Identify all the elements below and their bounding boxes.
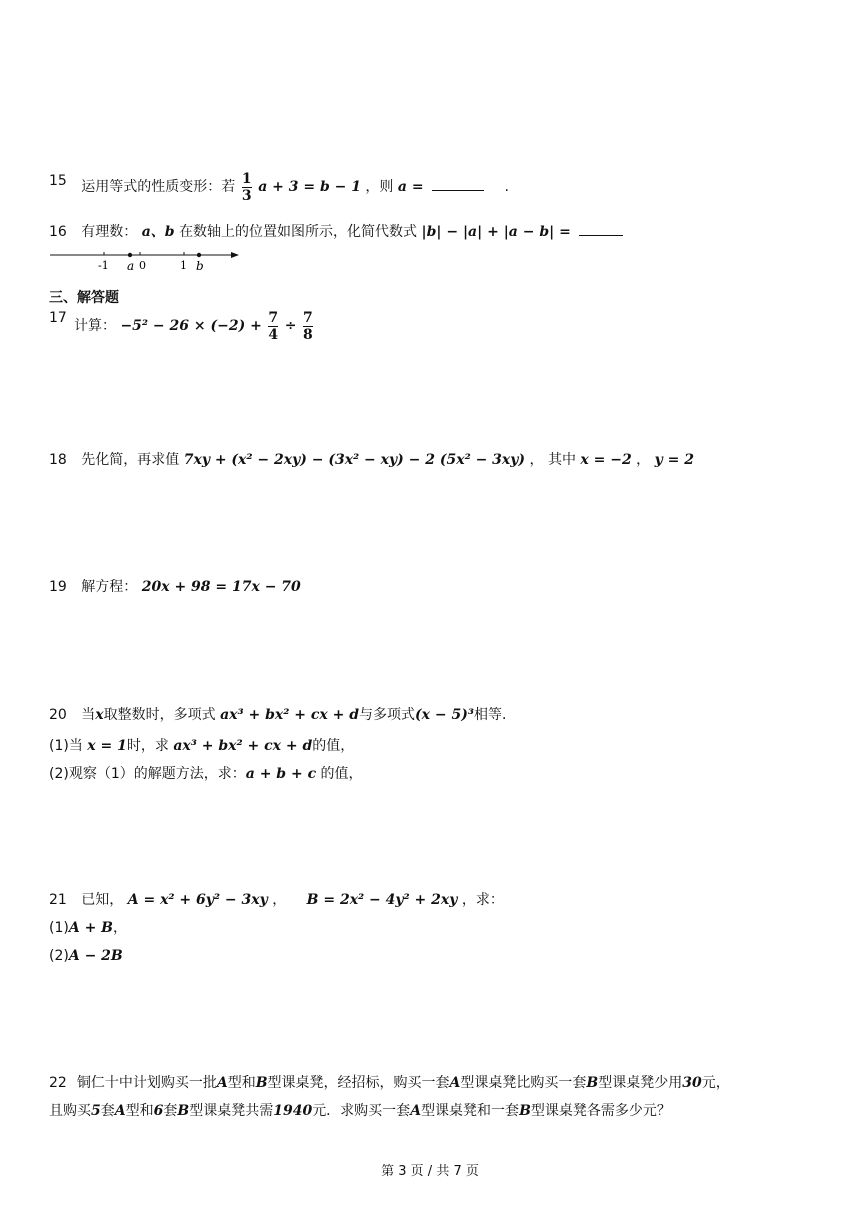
math-token: A [216,1075,228,1091]
math-condition: x = −2 [580,452,632,468]
math-expression: A = x² + 6y² − 3xy [127,892,268,908]
text-run: 套 [100,1103,115,1119]
question-22 [49,1073,730,1093]
math-token: A [410,1103,422,1119]
answer-blank[interactable] [579,235,623,236]
question-17: 计算： −5² − 26 × (−2) + $\frac{7}{4}$ ÷ $\frac{7}{8}$ [74,309,313,343]
number-line [48,247,243,275]
math-token: 30 [682,1075,702,1091]
question-number: 20 [49,707,67,723]
text-run: 型课桌凳和一套 [421,1103,520,1119]
question-number: 22 [49,1075,67,1091]
question-20-part-1: (1)当 x = 1时，求 ax³ + bx² + cx + d的值， [49,738,355,754]
math-expression: B = 2x² − 4y² + 2xy [306,892,458,908]
math-token: A [114,1103,126,1119]
math-expression: ax³ + bx² + cx + d [173,738,313,754]
math-expression: |b| − |a| + |a − b| = [421,224,571,240]
arrow-icon [231,252,239,258]
question-22-line-2 [49,1101,671,1121]
question-21-part-1: (1)A + B， [49,920,128,936]
point-b [197,253,201,257]
math-expression: 7xy + (x² − 2xy) − (3x² − xy) − 2 (5x² − 3xy) [183,452,526,468]
math-expression: (x − 5)³ [415,707,474,723]
text-run: 套 [163,1103,178,1119]
label-b: b [196,259,204,273]
question-18: 18 先化简，再求值 7xy + (x² − 2xy) − (3x² − xy) − 2 (5x² − 3xy) ， 其中 x = −2 ， y = 2 [49,452,694,468]
math-token: B [586,1075,599,1091]
point-a [128,253,132,257]
math-token: B [177,1103,190,1119]
text-run: 型和 [227,1075,256,1091]
answer-blank[interactable] [432,190,484,191]
question-15: 15 运用等式的性质变形：若 $\frac{1}{3}$ a + 3 = b − 1 ，则 a = . [49,170,509,204]
label-1: 1 [180,259,187,272]
math-token: 6 [153,1103,164,1119]
section-heading: 三、解答题 [49,290,119,306]
math-expression: 20x + 98 = 17x − 70 [141,579,301,595]
math-token: B [255,1075,268,1091]
question-22-line-1 [77,1075,730,1091]
question-number: 19 [49,579,67,595]
text-run: 型课桌凳共需 [189,1103,274,1119]
math-token: B [519,1103,531,1119]
text-run: 铜仁十中计划购买一批 [76,1075,217,1091]
question-21-part-2: (2)A − 2B [49,948,123,964]
math-token: 1940 [273,1103,313,1119]
label-neg1: -1 [98,259,109,272]
question-number: 15 [49,173,67,189]
fraction: $\frac{7}{4}$ [268,309,279,343]
question-text: 运用等式的性质变形：若 [81,179,236,195]
question-19: 19 解方程： 20x + 98 = 17x − 70 [49,579,301,595]
label-a: a [127,259,135,273]
math-expression: ax³ + bx² + cx + d [220,707,360,723]
text-run: 型和 [125,1103,154,1119]
math-expression: a = [397,179,424,195]
page-footer: 第 3 页 / 共 7 页 [381,1164,479,1179]
math-condition: y = 2 [654,452,694,468]
text-run: 元．求购买一套 [312,1103,411,1119]
question-number: 16 [49,224,67,240]
math-expression: a + 3 = b − 1 [258,179,361,195]
math-token: A [449,1075,461,1091]
question-20-part-2: (2)观察（1）的解题方法，求：a + b + c 的值， [49,766,363,782]
question-16: 16 有理数： a、b 在数轴上的位置如图所示，化简代数式 |b| − |a| + |a − b| = [49,222,623,242]
label-0: 0 [139,259,146,272]
text-run: 型课桌凳比购买一套 [460,1075,587,1091]
question-21: 21 已知， A = x² + 6y² − 3xy ， B = 2x² − 4y² + 2xy ，求： [49,892,504,908]
question-number: 18 [49,452,67,468]
math-token: 5 [91,1103,101,1119]
text-run: 元， [701,1075,730,1091]
math-expression: a + b + c [245,766,317,782]
fraction: $\frac{7}{8}$ [303,309,313,343]
math-expression: −5² − 26 × (−2) + [120,318,262,334]
question-20: 20 当x取整数时，多项式 ax³ + bx² + cx + d与多项式(x − 5)³相等． [49,707,516,723]
text-run: 型课桌凳，经招标，购买一套 [267,1075,450,1091]
question-number: 21 [49,892,67,908]
text-run: 且购买 [49,1103,91,1119]
question-number-17: 17 [49,310,67,326]
text-run: 型课桌凳各需多少元？ [530,1103,671,1119]
text-run: 型课桌凳少用 [598,1075,683,1091]
fraction: $\frac{1}{3}$ [241,170,252,204]
